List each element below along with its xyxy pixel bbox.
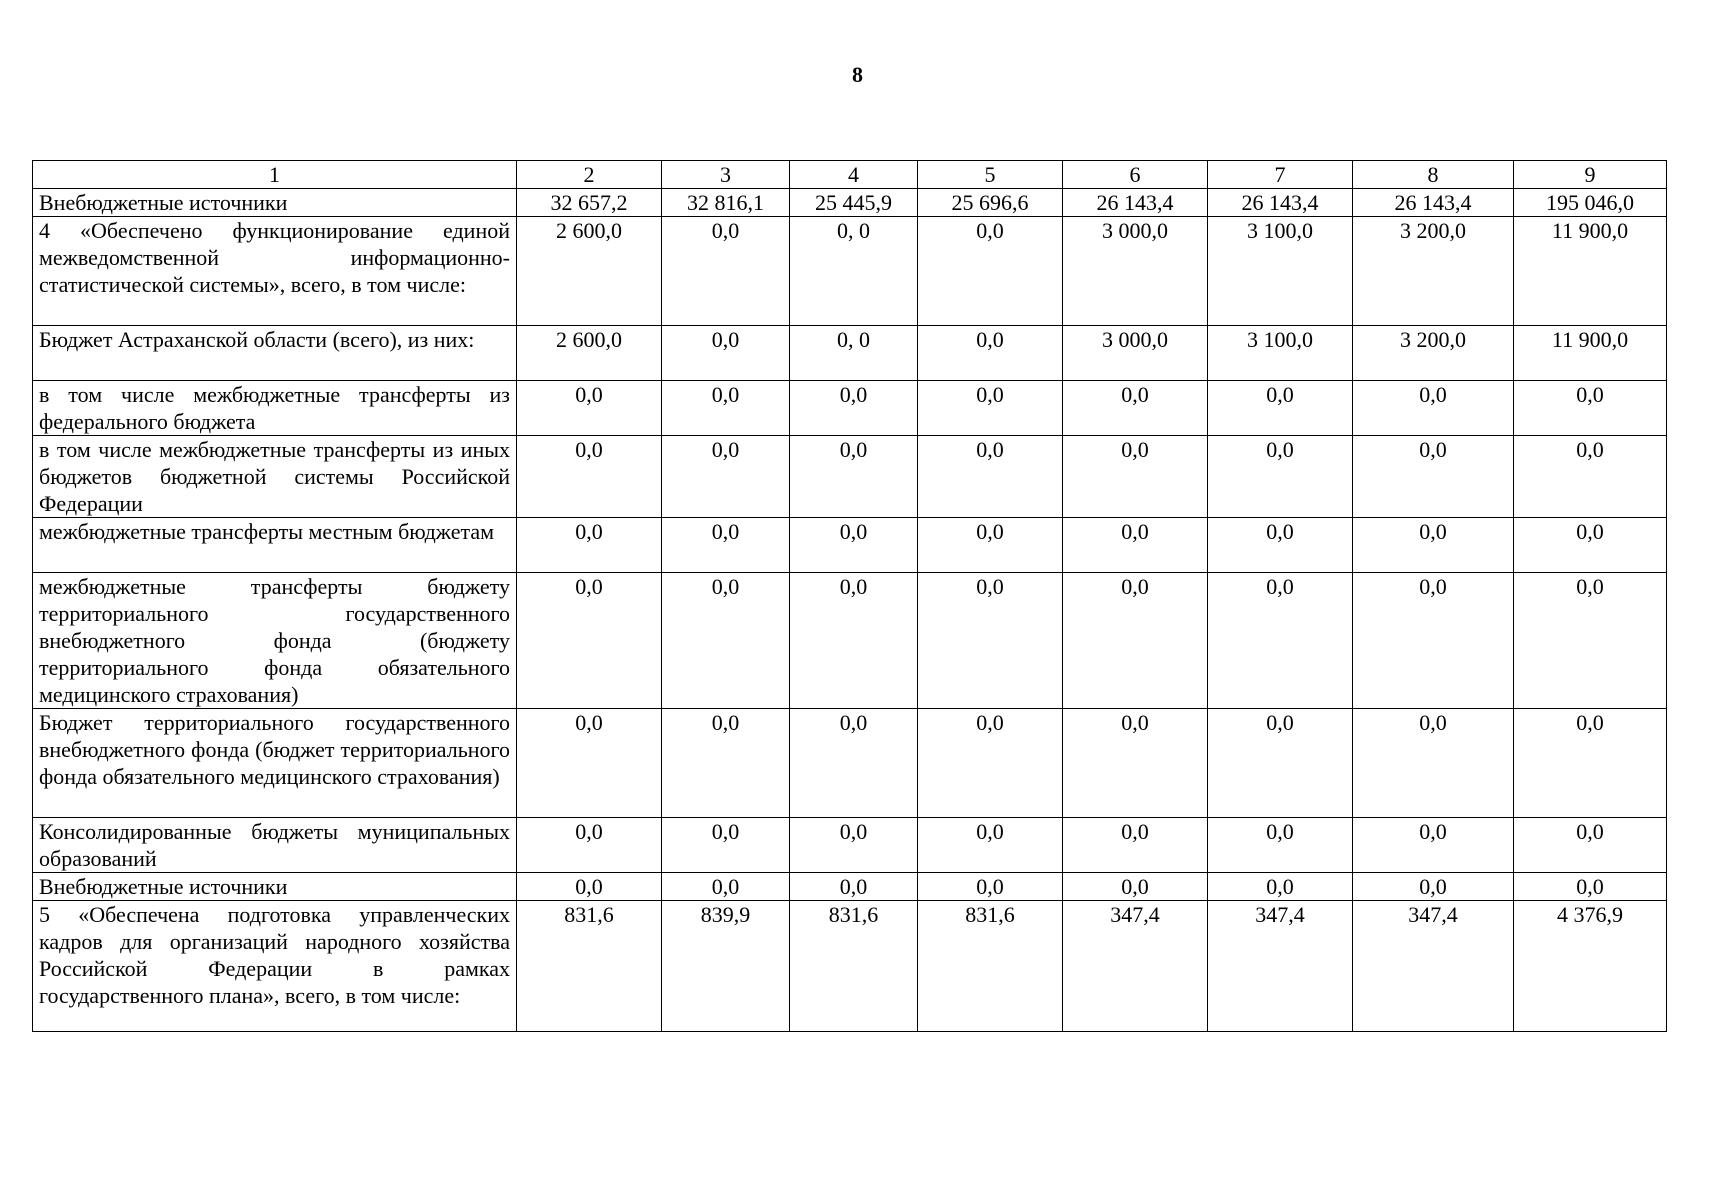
value-cell: 0,0 [1353, 873, 1514, 901]
value-cell: 0,0 [790, 436, 918, 518]
value-cell: 0,0 [517, 709, 662, 818]
value-cell: 26 143,4 [1208, 189, 1353, 217]
row-label: Бюджет Астраханской области (всего), из них: [33, 326, 517, 381]
value-cell: 0,0 [918, 709, 1063, 818]
row-label: Внебюджетные источники [33, 873, 517, 901]
row-label: Внебюджетные источники [33, 189, 517, 217]
value-cell: 0,0 [662, 518, 790, 573]
value-cell: 25 445,9 [790, 189, 918, 217]
column-header: 6 [1063, 161, 1208, 189]
row-label: Бюджет территориального государственного внебюджетного фонда (бюджет территориального фонда обязательного медицинского страхования) [33, 709, 517, 818]
value-cell: 0,0 [918, 436, 1063, 518]
value-cell: 0,0 [918, 873, 1063, 901]
value-cell: 0,0 [1353, 381, 1514, 436]
table-row [33, 901, 1667, 1032]
value-cell: 3 200,0 [1353, 217, 1514, 326]
value-cell: 0,0 [517, 436, 662, 518]
value-cell: 26 143,4 [1063, 189, 1208, 217]
value-cell: 0,0 [1353, 818, 1514, 873]
value-cell: 11 900,0 [1514, 217, 1667, 326]
table-row [33, 381, 1667, 436]
value-cell: 0,0 [1208, 573, 1353, 709]
value-cell: 0,0 [1514, 709, 1667, 818]
value-cell: 0,0 [1063, 873, 1208, 901]
row-label: межбюджетные трансферты бюджету территориального государственного внебюджетного фонда (бюджету территориального фонда обязательного медицинского страхования) [33, 573, 517, 709]
row-label: в том числе межбюджетные трансферты из иных бюджетов бюджетной системы Российской Федерации [33, 436, 517, 518]
value-cell: 0,0 [517, 573, 662, 709]
value-cell: 0,0 [662, 217, 790, 326]
column-header: 3 [662, 161, 790, 189]
value-cell: 0,0 [790, 518, 918, 573]
value-cell: 839,9 [662, 901, 790, 1032]
table-row [33, 873, 1667, 901]
value-cell: 0,0 [1208, 709, 1353, 818]
value-cell: 831,6 [517, 901, 662, 1032]
value-cell: 32 657,2 [517, 189, 662, 217]
value-cell: 0,0 [1063, 709, 1208, 818]
value-cell: 0,0 [1353, 709, 1514, 818]
value-cell: 0,0 [1353, 518, 1514, 573]
value-cell: 3 200,0 [1353, 326, 1514, 381]
value-cell: 347,4 [1208, 901, 1353, 1032]
value-cell: 0,0 [517, 518, 662, 573]
value-cell: 0, 0 [790, 217, 918, 326]
column-header: 7 [1208, 161, 1353, 189]
value-cell: 831,6 [918, 901, 1063, 1032]
value-cell: 0,0 [1208, 873, 1353, 901]
value-cell: 0,0 [790, 381, 918, 436]
column-header: 8 [1353, 161, 1514, 189]
value-cell: 0,0 [517, 818, 662, 873]
value-cell: 0,0 [1514, 818, 1667, 873]
value-cell: 0,0 [918, 381, 1063, 436]
table-row [33, 518, 1667, 573]
value-cell: 32 816,1 [662, 189, 790, 217]
page-number: 8 [852, 62, 863, 87]
table-row [33, 436, 1667, 518]
value-cell: 4 376,9 [1514, 901, 1667, 1032]
table-row [33, 326, 1667, 381]
value-cell: 0,0 [1514, 381, 1667, 436]
value-cell: 11 900,0 [1514, 326, 1667, 381]
column-header: 4 [790, 161, 918, 189]
row-label: в том числе межбюджетные трансферты из федерального бюджета [33, 381, 517, 436]
value-cell: 0,0 [662, 381, 790, 436]
value-cell: 0,0 [1514, 518, 1667, 573]
value-cell: 0,0 [1208, 518, 1353, 573]
value-cell: 0,0 [662, 818, 790, 873]
value-cell: 0,0 [1514, 573, 1667, 709]
value-cell: 3 100,0 [1208, 217, 1353, 326]
column-header: 2 [517, 161, 662, 189]
row-label: Консолидированные бюджеты муниципальных образований [33, 818, 517, 873]
value-cell: 25 696,6 [918, 189, 1063, 217]
value-cell: 3 000,0 [1063, 326, 1208, 381]
value-cell: 0,0 [1063, 436, 1208, 518]
value-cell: 347,4 [1353, 901, 1514, 1032]
value-cell: 0,0 [662, 436, 790, 518]
table-row [33, 573, 1667, 709]
value-cell: 0,0 [662, 709, 790, 818]
value-cell: 0,0 [790, 818, 918, 873]
column-header: 5 [918, 161, 1063, 189]
value-cell: 0,0 [918, 818, 1063, 873]
value-cell: 2 600,0 [517, 326, 662, 381]
value-cell: 3 000,0 [1063, 217, 1208, 326]
value-cell: 195 046,0 [1514, 189, 1667, 217]
value-cell: 0,0 [662, 573, 790, 709]
value-cell: 0,0 [918, 217, 1063, 326]
value-cell: 0,0 [1063, 381, 1208, 436]
value-cell: 0,0 [1514, 873, 1667, 901]
value-cell: 831,6 [790, 901, 918, 1032]
value-cell: 0,0 [662, 873, 790, 901]
value-cell: 0,0 [790, 709, 918, 818]
value-cell: 2 600,0 [517, 217, 662, 326]
column-header: 9 [1514, 161, 1667, 189]
table-row [33, 818, 1667, 873]
value-cell: 0,0 [1208, 436, 1353, 518]
value-cell: 0,0 [517, 873, 662, 901]
row-label: межбюджетные трансферты местным бюджетам [33, 518, 517, 573]
budget-table [32, 160, 1667, 1032]
table-row [33, 217, 1667, 326]
value-cell: 0,0 [662, 326, 790, 381]
column-header: 1 [33, 161, 517, 189]
row-label: 5 «Обеспечена подготовка управленческих кадров для организаций народного хозяйства Российской Федерации в рамках государственного плана», всего, в том числе: [33, 901, 517, 1032]
row-label: 4 «Обеспечено функционирование единой межведомственной информационно-статистической системы», всего, в том числе: [33, 217, 517, 326]
value-cell: 347,4 [1063, 901, 1208, 1032]
value-cell: 0,0 [790, 573, 918, 709]
table-row [33, 189, 1667, 217]
value-cell: 0,0 [1514, 436, 1667, 518]
table-header-row [33, 161, 1667, 189]
value-cell: 0,0 [1063, 518, 1208, 573]
value-cell: 0,0 [517, 381, 662, 436]
value-cell: 0,0 [918, 573, 1063, 709]
value-cell: 0,0 [918, 518, 1063, 573]
value-cell: 3 100,0 [1208, 326, 1353, 381]
table-row [33, 709, 1667, 818]
value-cell: 0,0 [1208, 381, 1353, 436]
value-cell: 0,0 [918, 326, 1063, 381]
value-cell: 0,0 [1353, 436, 1514, 518]
value-cell: 0,0 [1063, 573, 1208, 709]
value-cell: 0, 0 [790, 326, 918, 381]
value-cell: 0,0 [1353, 573, 1514, 709]
value-cell: 26 143,4 [1353, 189, 1514, 217]
value-cell: 0,0 [1063, 818, 1208, 873]
value-cell: 0,0 [790, 873, 918, 901]
value-cell: 0,0 [1208, 818, 1353, 873]
